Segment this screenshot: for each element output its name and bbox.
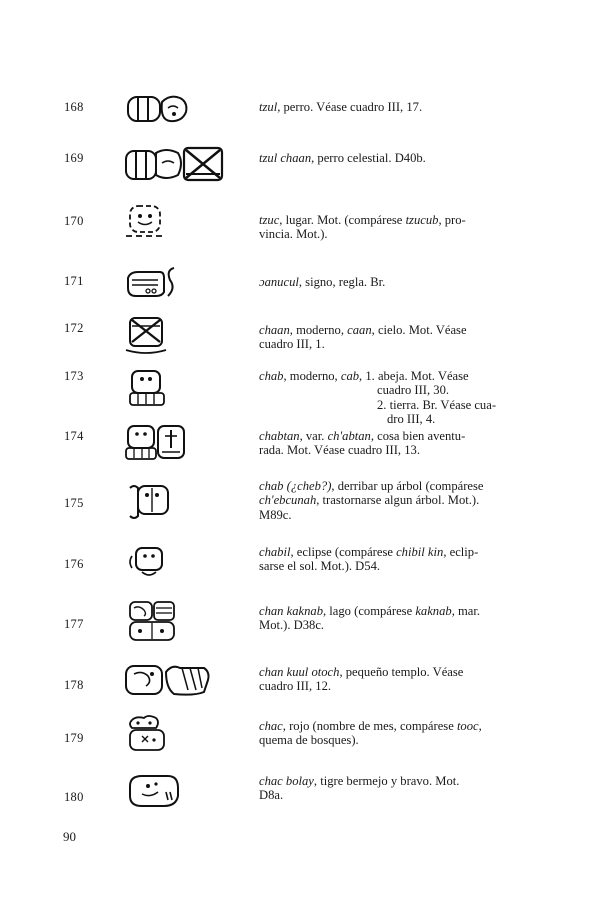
- glyph-chabtan-icon: [122, 424, 192, 462]
- entry-text: tzul chaan, perro celestial. D40b.: [259, 151, 426, 165]
- entry-number: 174: [64, 429, 84, 443]
- entry-text: chac, rojo (nombre de mes, compárese tooc, quema de bosques).: [259, 719, 482, 748]
- entry-term: tzuc: [259, 213, 280, 227]
- entry-number: 178: [64, 678, 84, 692]
- glyph-tzul-icon: [122, 94, 192, 124]
- glyph-ɔanucul-icon: [122, 264, 182, 300]
- page-number: 90: [63, 829, 76, 844]
- entry-term: ɔanucul: [259, 275, 299, 289]
- entry-text: tzuc, lugar. Mot. (compárese tzucub, pro- vincia. Mot.).: [259, 213, 466, 242]
- entry-term: chab (¿cheb?): [259, 479, 332, 493]
- entry-text: chabil, eclipse (compárese chibil kin, eclip- sarse el sol. Mot.). D54.: [259, 545, 479, 574]
- entry-number: 169: [64, 151, 84, 165]
- entry-number: 175: [64, 496, 84, 510]
- entry-text: chaan, moderno, caan, cielo. Mot. Véase cuadro III, 1.: [259, 323, 467, 352]
- entry-term: chan kaknab: [259, 604, 323, 618]
- glyph-chac-bolay-icon: [122, 772, 182, 808]
- entry-number: 170: [64, 214, 84, 228]
- glyph-chab-cheb-icon: [122, 482, 177, 522]
- glyph-chab-icon: [122, 369, 172, 407]
- entry-number: 180: [64, 790, 84, 804]
- entry-number: 171: [64, 274, 84, 288]
- entry-term: chac: [259, 719, 283, 733]
- entry-term: tzul chaan: [259, 151, 312, 165]
- glyph-chaan-icon: [122, 316, 172, 356]
- entry-number: 179: [64, 731, 84, 745]
- entry-term: chaan: [259, 323, 290, 337]
- glyph-chabil-icon: [122, 546, 172, 582]
- glyph-chac-icon: [122, 714, 172, 754]
- entry-text: chan kuul otoch, pequeño templo. Véase cuadro III, 12.: [259, 665, 464, 694]
- entry-number: 172: [64, 321, 84, 335]
- glyph-tzuc-icon: [122, 202, 172, 242]
- glyph-chan-kaknab-icon: [122, 600, 182, 642]
- entry-term: chabil: [259, 545, 291, 559]
- entry-term: chabtan: [259, 429, 300, 443]
- entry-text: chac bolay, tigre bermejo y bravo. Mot. D8a.: [259, 774, 460, 803]
- entry-number: 176: [64, 557, 84, 571]
- entry-term: chac bolay: [259, 774, 314, 788]
- entry-term: tzul: [259, 100, 278, 114]
- entry-number: 168: [64, 100, 84, 114]
- entry-text: chan kaknab, lago (compárese kaknab, mar. Mot.). D38c.: [259, 604, 481, 633]
- entry-term: chab: [259, 369, 284, 383]
- entry-term: chan kuul otoch: [259, 665, 340, 679]
- entry-text: chab (¿cheb?), derribar up árbol (compárese ch'ebcunah, trastornarse algun árbol. Mot.). M89c.: [259, 479, 484, 522]
- entry-text: chab, moderno, cab, 1. abeja. Mot. Véase cuadro III, 30. 2. tierra. Br. Véase cua- dro III, 4.: [259, 369, 497, 427]
- entry-text: chabtan, var. ch'abtan, cosa bien aventu- rada. Mot. Véase cuadro III, 13.: [259, 429, 466, 458]
- entry-text: ɔanucul, signo, regla. Br.: [259, 275, 386, 289]
- entry-number: 173: [64, 369, 84, 383]
- entry-text: tzul, perro. Véase cuadro III, 17.: [259, 100, 423, 114]
- glyph-chan-kuul-otoch-icon: [122, 662, 214, 698]
- entry-number: 177: [64, 617, 84, 631]
- glyph-tzul-chaan-icon: [122, 145, 227, 185]
